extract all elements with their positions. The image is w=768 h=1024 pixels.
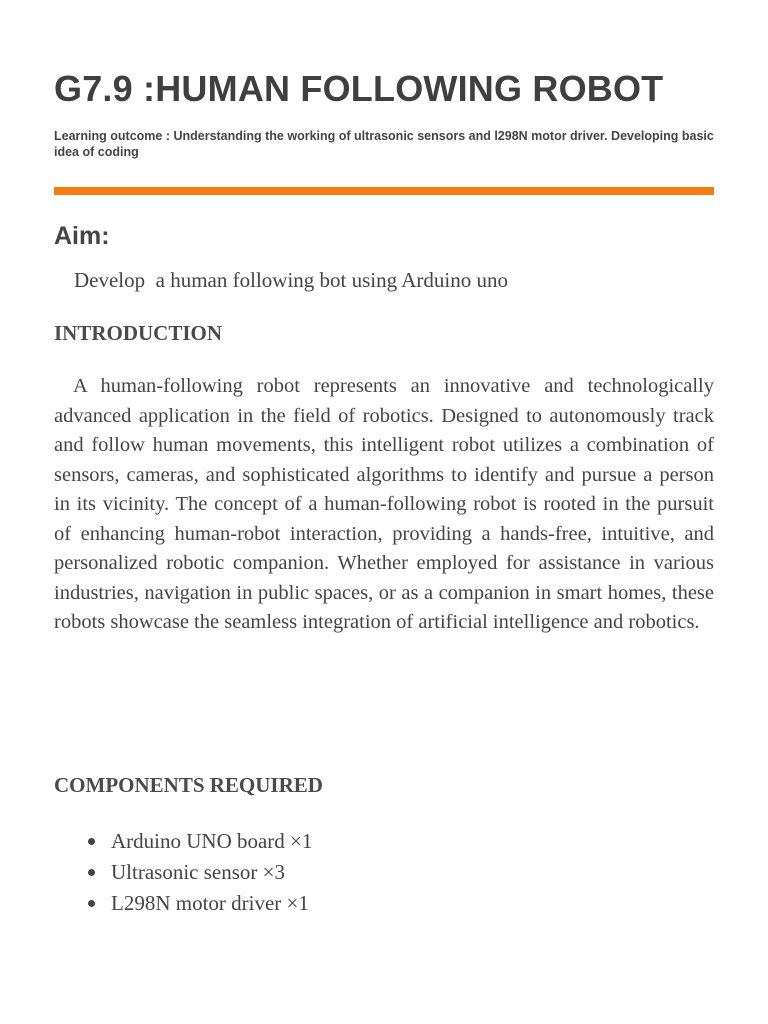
list-item-label: L298N motor driver ×1 xyxy=(111,891,309,915)
list-item xyxy=(54,888,312,919)
learning-outcome: Learning outcome : Understanding the working of ultrasonic sensors and l298N motor driver. Developing basic idea of coding xyxy=(54,129,714,159)
list-item-label: Ultrasonic sensor ×3 xyxy=(111,860,285,884)
list-item xyxy=(54,857,312,888)
bullet-icon xyxy=(88,900,95,907)
page-title: G7.9 :HUMAN FOLLOWING ROBOT xyxy=(54,68,664,109)
introduction-paragraph: A human-following robot represents an innovative and technologically advanced application in the field of robotics. Designed to autonomously track and follow human movements, this intelligent robot utilizes a combination of sensors, cameras, and sophisticated algorithms to identify and pursue a person in its vicinity. The concept of a human-following robot is rooted in the pursuit of enhancing human-robot interaction, providing a hands-free, intuitive, and personalized robotic companion. Whether employed for assistance in various industries, navigation in public spaces, or as a companion in smart homes, these robots showcase the seamless integration of artificial intelligence and robotics. xyxy=(54,375,714,633)
aim-text: Develop a human following bot using Arduino uno xyxy=(74,268,508,292)
components-heading: COMPONENTS REQUIRED xyxy=(54,773,323,797)
orange-divider xyxy=(54,187,714,195)
aim-heading: Aim: xyxy=(54,222,110,250)
list-item xyxy=(54,826,312,857)
components-list xyxy=(54,826,312,919)
introduction-heading: INTRODUCTION xyxy=(54,321,223,345)
bullet-icon xyxy=(88,869,95,876)
list-item-label: Arduino UNO board ×1 xyxy=(111,829,313,853)
bullet-icon xyxy=(88,838,95,845)
